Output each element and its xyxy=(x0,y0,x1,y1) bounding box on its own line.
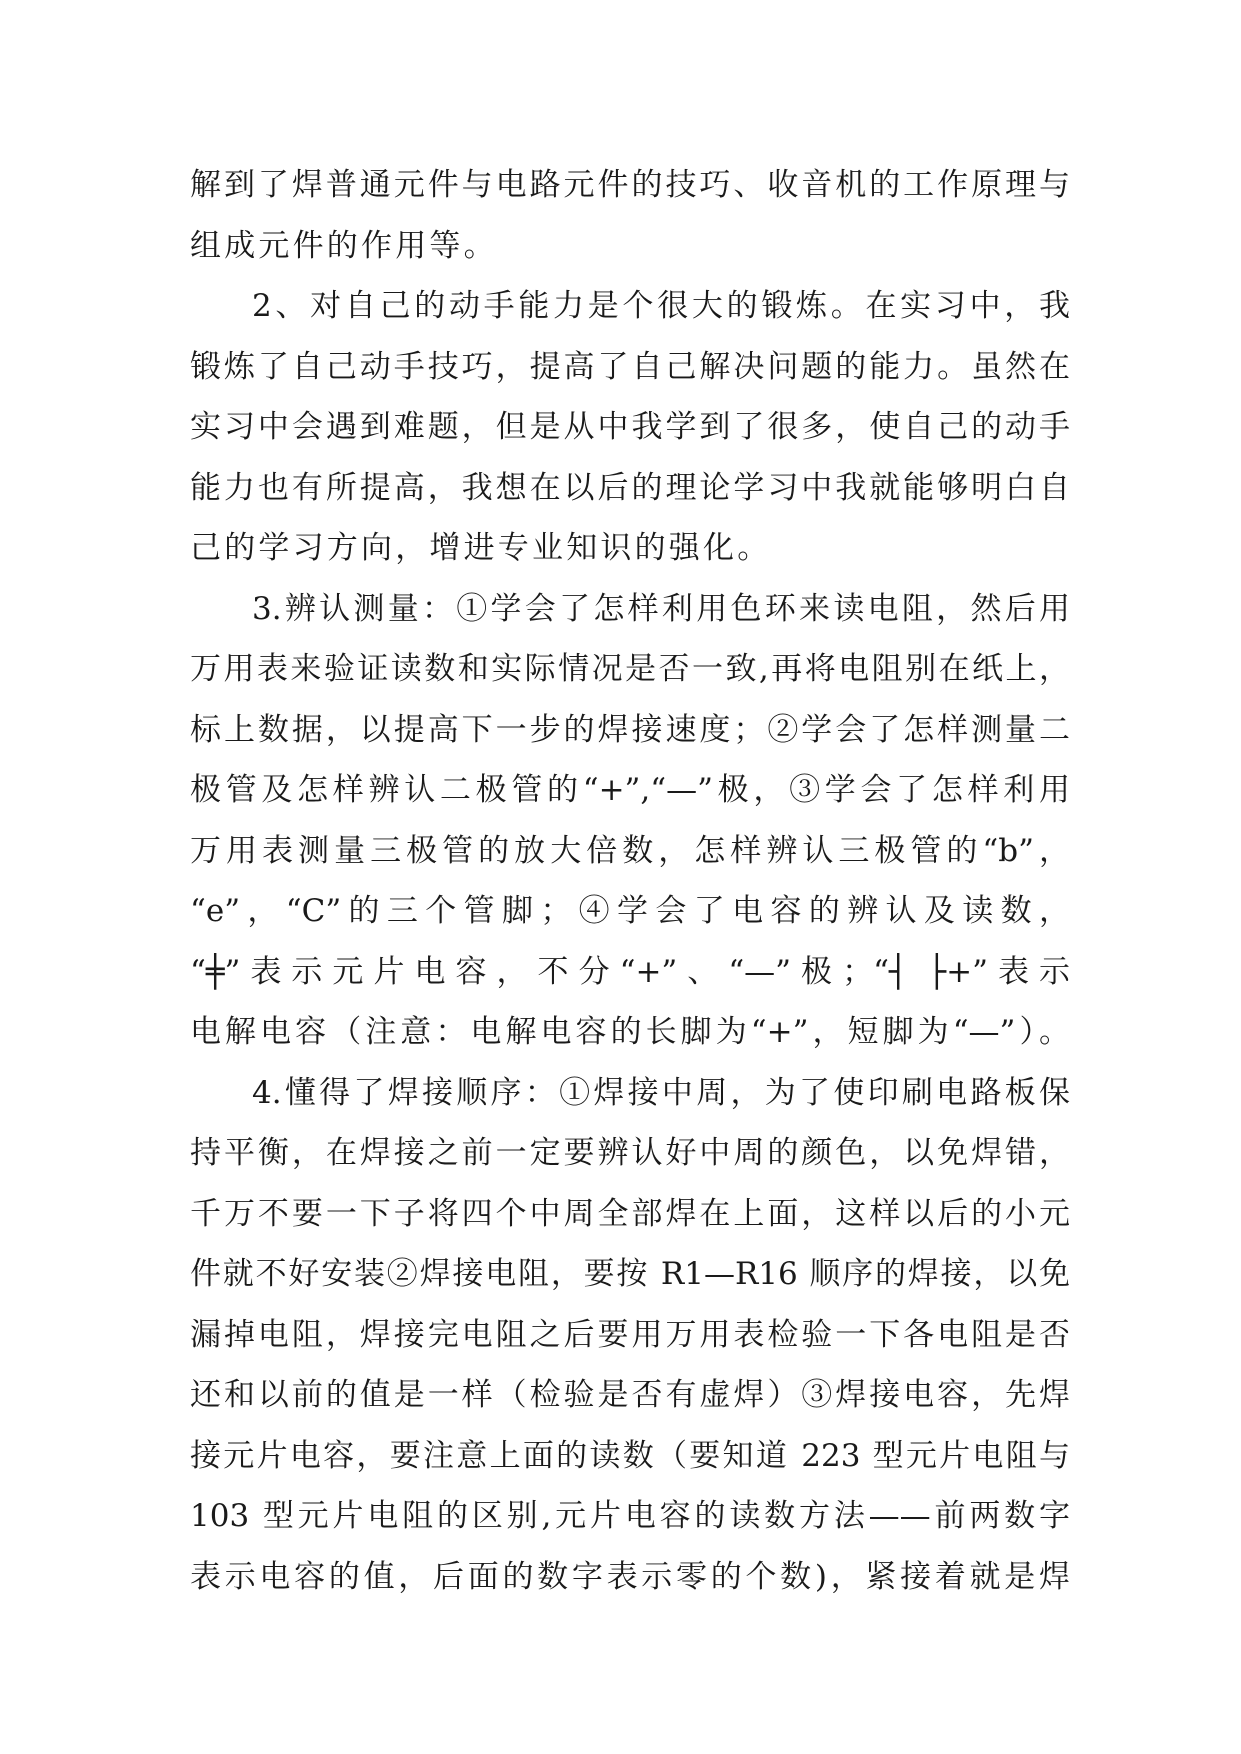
text-line: 标上数据，以提高下一步的焊接速度；②学会了怎样测量二 xyxy=(190,711,1070,748)
paragraph-start-line: 4.懂得了焊接顺序：①焊接中周，为了使印刷电路板保 xyxy=(252,1074,1070,1111)
text-line: 组成元件的作用等。 xyxy=(190,227,498,264)
text-line: 解到了焊普通元件与电路元件的技巧、收音机的工作原理与 xyxy=(190,167,1070,203)
paragraph-start-line: 3.辨认测量：①学会了怎样利用色环来读电阻，然后用 xyxy=(252,590,1070,627)
text-line: 漏掉电阻，焊接完电阻之后要用万用表检验一下各电阻是否 xyxy=(190,1316,1070,1353)
text-line: 万用表来验证读数和实际情况是否一致,再将电阻别在纸上， xyxy=(190,651,1070,687)
paragraph-start-line: 2、对自己的动手能力是个很大的锻炼。在实习中，我 xyxy=(252,288,1070,324)
text-line: 电解电容（注意：电解电容的长脚为“+”，短脚为“—”）。 xyxy=(190,1014,1070,1050)
text-line: 极管及怎样辨认二极管的“+”,“—”极，③学会了怎样利用 xyxy=(190,772,1070,808)
text-line: 103 型元片电阻的区别,元片电容的读数方法——前两数字 xyxy=(190,1498,1070,1534)
text-line: 持平衡，在焊接之前一定要辨认好中周的颜色，以免焊错， xyxy=(190,1135,1070,1171)
text-line: 表示电容的值，后面的数字表示零的个数)，紧接着就是焊 xyxy=(190,1558,1070,1595)
body-text xyxy=(190,155,1070,1607)
text-line: 千万不要一下子将四个中周全部焊在上面，这样以后的小元 xyxy=(190,1195,1070,1232)
text-line: 万用表测量三极管的放大倍数，怎样辨认三极管的“b”， xyxy=(190,832,1070,869)
text-line: 还和以前的值是一样（检验是否有虚焊）③焊接电容，先焊 xyxy=(190,1377,1070,1413)
text-line: “╪”表示元片电容，不分“+”、“—”极；“┤ ├+”表示 xyxy=(190,953,1070,990)
text-line: 接元片电容，要注意上面的读数（要知道 223 型元片电阻与 xyxy=(190,1437,1070,1474)
text-line: 能力也有所提高，我想在以后的理论学习中我就能够明白自 xyxy=(190,469,1070,506)
text-line: “e”，“C”的三个管脚；④学会了电容的辨认及读数， xyxy=(190,893,1070,929)
text-line: 己的学习方向，增进专业知识的强化。 xyxy=(190,530,772,566)
text-line: 实习中会遇到难题，但是从中我学到了很多，使自己的动手 xyxy=(190,409,1070,445)
text-line: 件就不好安装②焊接电阻，要按 R1—R16 顺序的焊接，以免 xyxy=(190,1256,1070,1292)
text-line: 锻炼了自己动手技巧，提高了自己解决问题的能力。虽然在 xyxy=(190,348,1070,385)
